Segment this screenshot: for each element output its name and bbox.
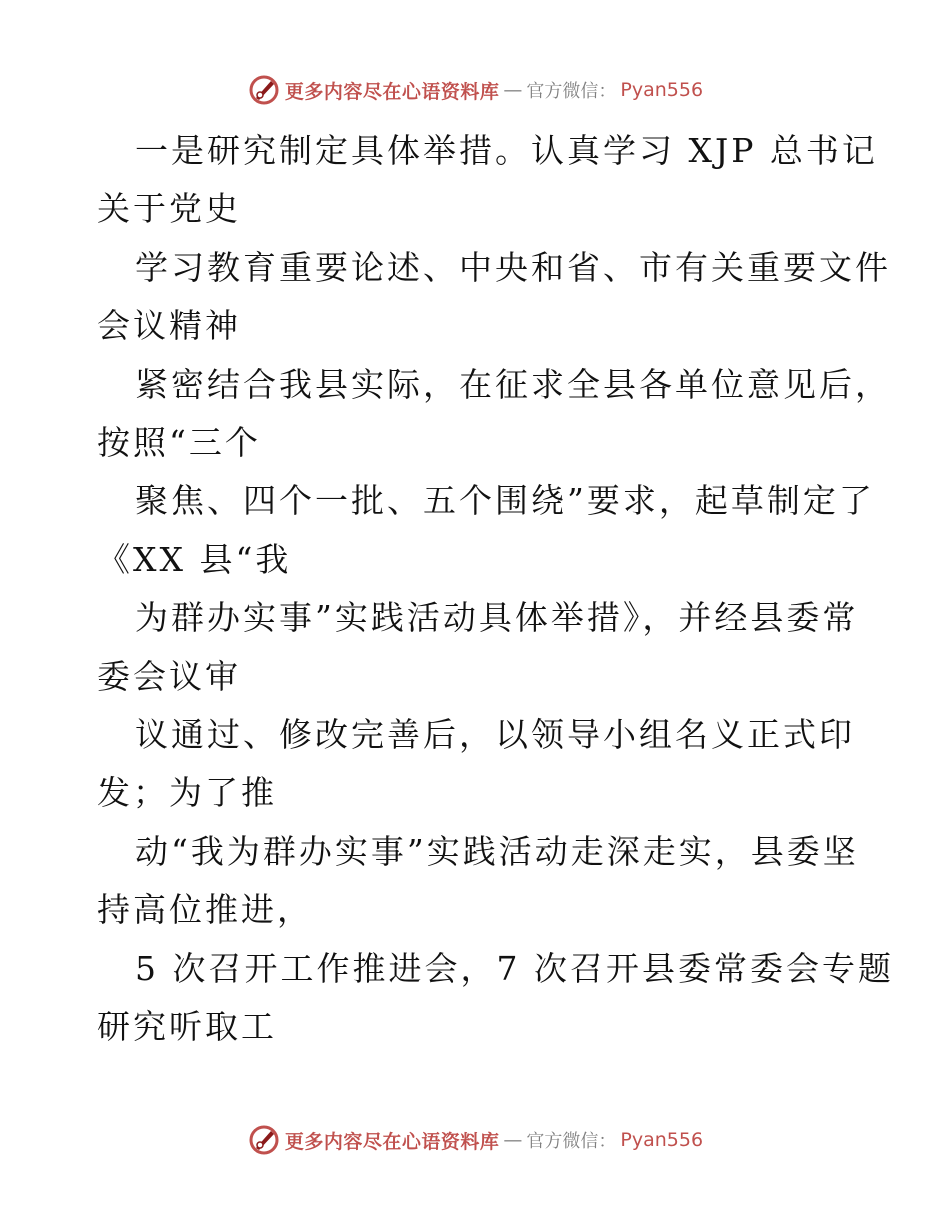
banner-site-text: 更多内容尽在心语资料库 xyxy=(284,1130,500,1153)
banner-wechat-id: Pyan556 xyxy=(620,1129,704,1151)
body-line: 持高位推进， xyxy=(97,890,313,930)
body-line: 学习教育重要论述、中央和省、市有关重要文件 xyxy=(135,247,891,287)
body-line: 《XX 县“我 xyxy=(97,539,292,579)
body-line: 委会议审 xyxy=(97,656,241,696)
footer-banner xyxy=(0,1120,950,1160)
body-line: 关于党史 xyxy=(97,189,241,229)
banner-wechat-id: Pyan556 xyxy=(620,79,704,101)
banner-site-text: 更多内容尽在心语资料库 xyxy=(284,80,500,103)
body-line: 紧密结合我县实际，在征求全县各单位意见后， xyxy=(135,364,891,404)
body-line: 议通过、修改完善后，以领导小组名义正式印 xyxy=(135,715,855,755)
body-line: 为群办实事”实践活动具体举措》，并经县委常 xyxy=(135,598,859,638)
banner-dash: — xyxy=(503,79,523,101)
brush-circle-logo-icon xyxy=(247,1123,281,1157)
brush-circle-logo-icon xyxy=(247,73,281,107)
body-line: 一是研究制定具体举措。认真学习 XJP 总书记 xyxy=(135,131,878,170)
document-body xyxy=(97,122,894,1057)
body-line: 5 次召开工作推进会，7 次召开县委常委会专题 xyxy=(135,948,894,988)
banner-wechat-label: 官方微信： xyxy=(526,1131,617,1152)
body-line: 发；为了推 xyxy=(97,773,277,813)
body-line: 会议精神 xyxy=(97,306,241,346)
banner-dash: — xyxy=(503,1129,523,1151)
body-line: 动“我为群办实事”实践活动走深走实，县委坚 xyxy=(135,831,859,871)
body-line: 聚焦、四个一批、五个围绕”要求，起草制定了 xyxy=(135,481,875,521)
body-line: 研究听取工 xyxy=(97,1007,277,1047)
body-line: 按照“三个 xyxy=(97,423,261,463)
banner-wechat-label: 官方微信： xyxy=(526,81,617,102)
header-banner xyxy=(0,70,950,110)
